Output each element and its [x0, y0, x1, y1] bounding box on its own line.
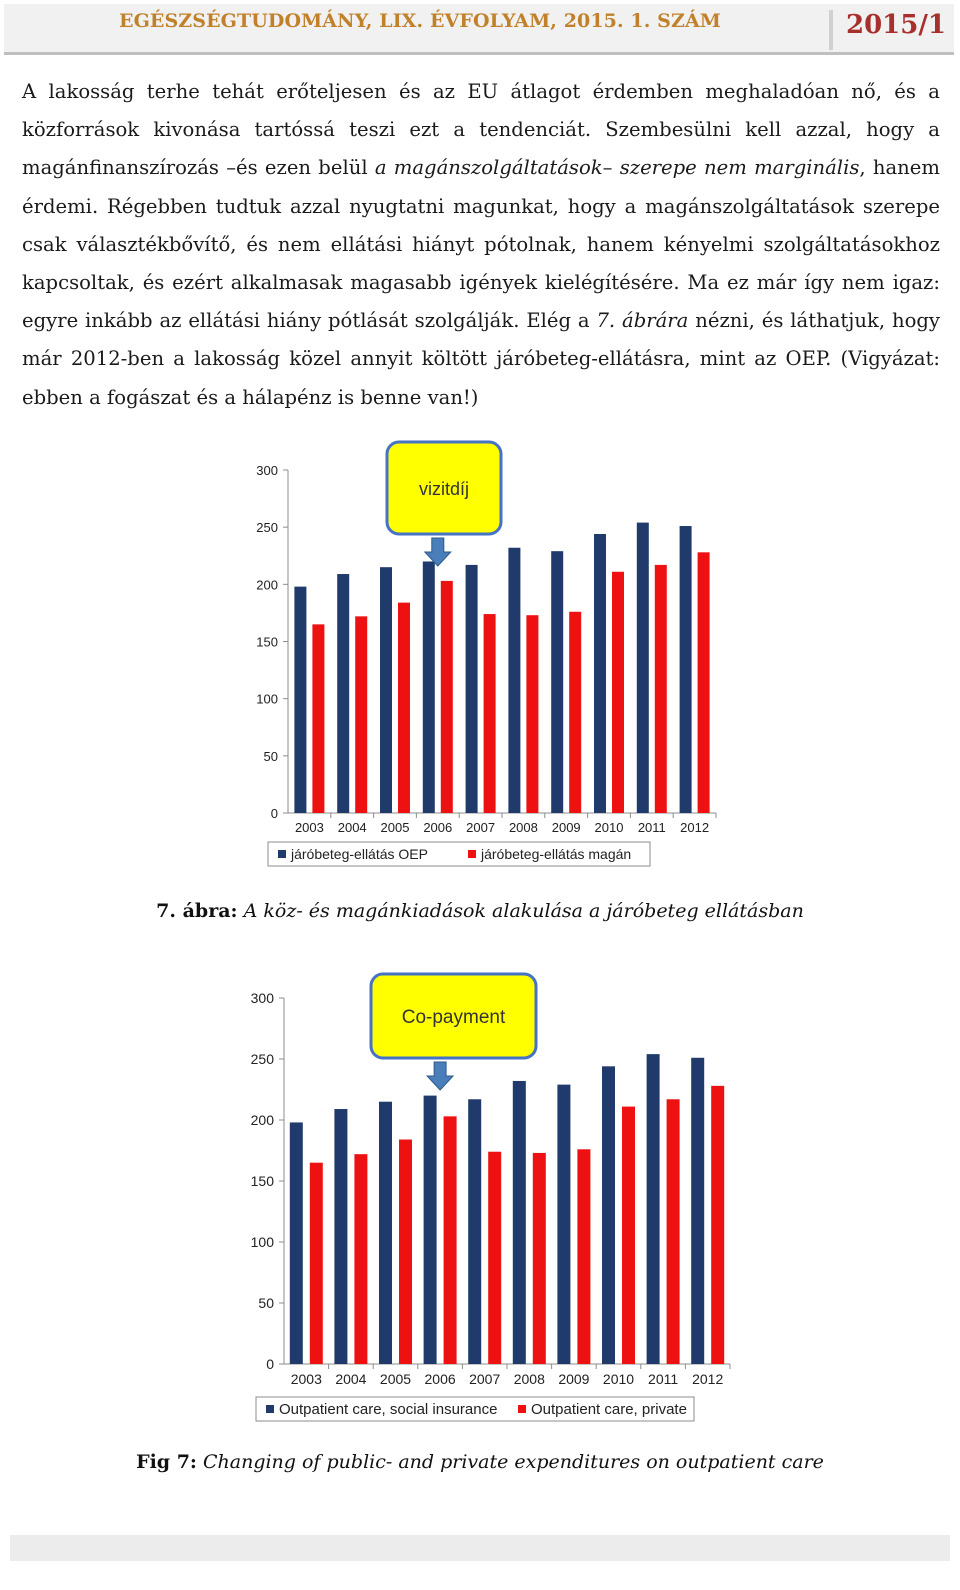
journal-title: EGÉSZSÉGTUDOMÁNY, LIX. ÉVFOLYAM, 2015. 1. SZÁM: [119, 10, 721, 32]
bar-private: [398, 603, 410, 813]
bar-private: [312, 624, 324, 813]
y-tick-label: 100: [256, 691, 278, 707]
annotation-label: Co-payment: [401, 1007, 506, 1028]
y-tick-label: 200: [256, 577, 278, 593]
legend-swatch: [278, 850, 286, 858]
bar-public: [602, 1066, 615, 1364]
y-tick-label: 300: [256, 463, 278, 478]
annotation-arrow-icon: [427, 1062, 453, 1090]
y-tick-label: 100: [250, 1234, 274, 1250]
x-tick-label: 2012: [680, 820, 710, 835]
y-tick-label: 0: [266, 1356, 274, 1372]
page-footer: [10, 1535, 950, 1561]
y-tick-label: 250: [256, 520, 278, 536]
x-tick-label: 2006: [424, 1371, 456, 1387]
bar-public: [379, 1102, 392, 1364]
y-tick-label: 50: [263, 748, 278, 764]
bar-public: [680, 526, 692, 813]
caption-label: 7. ábra:: [156, 900, 238, 922]
bar-private: [488, 1152, 501, 1364]
figure-chart-hungarian: [246, 430, 726, 885]
x-tick-label: 2008: [508, 820, 538, 835]
y-tick-label: 250: [250, 1051, 274, 1067]
legend-swatch: [266, 1405, 274, 1413]
bar-public: [466, 565, 478, 813]
y-tick-label: 150: [250, 1173, 274, 1189]
x-tick-label: 2004: [337, 820, 367, 835]
bar-public: [637, 523, 649, 813]
bar-private: [526, 615, 538, 813]
body-paragraph: [22, 73, 940, 417]
paragraph-part: , hanem érdemi. Régebben tudtuk azzal nyugtatni magunkat, hogy a magánszolgáltatások szerepe csak választékbővítő, és nem ellátási hiányt pótolnak, hanem kényelmi szolgáltatásokhoz kapcsoltak, és ezért alkalmasak magasabb igények kielégítésére. Ma ez már így nem igaz: egyre inkább az ellátási hiány pótlását szolgálják. Elég a: [22, 156, 940, 333]
bar-public: [691, 1058, 704, 1364]
x-tick-label: 2003: [294, 820, 324, 835]
legend-swatch: [518, 1405, 526, 1413]
bar-public: [380, 567, 392, 813]
bar-private: [399, 1140, 412, 1364]
bar-public: [468, 1099, 481, 1364]
caption-text: Changing of public- and private expenditures on outpatient care: [196, 1451, 824, 1473]
x-tick-label: 2003: [290, 1371, 322, 1387]
figure-caption-english: [0, 1451, 960, 1473]
bar-chart-english: [232, 965, 732, 1435]
bar-private: [484, 614, 496, 813]
annotation-label: vizitdíj: [418, 479, 470, 499]
bar-public: [334, 1109, 347, 1364]
paragraph-part: –és ezen belül: [226, 156, 375, 180]
x-tick-label: 2011: [648, 1371, 679, 1387]
bar-private: [577, 1149, 590, 1364]
paragraph-part: A lakosság terhe tehát erőteljesen és az EU átlagot érdemben meghaladóan nő, és a közforrások kivonása tartóssá teszi ezt a tendenciát. Szembesülni kell azzal, hogy a magánfinanszírozás: [22, 80, 940, 180]
x-tick-label: 2005: [380, 820, 410, 835]
bar-chart-hungarian: [246, 430, 726, 885]
x-tick-label: 2010: [602, 1371, 635, 1387]
x-tick-label: 2005: [379, 1371, 412, 1387]
bar-public: [424, 1096, 437, 1364]
y-tick-label: 50: [258, 1295, 274, 1311]
figure-caption-hungarian: [0, 900, 960, 922]
bar-public: [290, 1122, 303, 1364]
bar-private: [622, 1107, 635, 1364]
y-tick-label: 150: [256, 634, 278, 650]
legend-label: Outpatient care, private: [531, 1401, 687, 1418]
x-tick-label: 2007: [469, 1371, 501, 1387]
bar-private: [698, 552, 710, 813]
bar-public: [594, 534, 606, 813]
legend-label: járóbeteg-ellátás OEP: [291, 846, 428, 862]
bar-private: [533, 1153, 546, 1364]
bar-public: [551, 551, 563, 813]
bar-private: [441, 581, 453, 813]
caption-label: Fig 7:: [136, 1451, 197, 1473]
y-tick-label: 300: [250, 990, 274, 1006]
bar-private: [354, 1154, 367, 1364]
page-header: [4, 4, 954, 55]
bar-public: [513, 1081, 526, 1364]
x-tick-label: 2011: [637, 820, 666, 835]
paragraph-part: nézni, és láthatjuk, hogy már 2012-ben a lakosság közel annyit költött járóbeteg-ellátásra, mint az OEP. (Vigyázat: ebben a fogászat és a hálapénz is benne van!): [22, 309, 940, 409]
bar-public: [647, 1054, 660, 1364]
bar-private: [711, 1086, 724, 1364]
x-tick-label: 2012: [692, 1371, 724, 1387]
figure-reference: 7. ábrára: [596, 309, 689, 333]
y-tick-label: 200: [250, 1112, 274, 1128]
bar-private: [355, 616, 367, 813]
bar-private: [667, 1099, 680, 1364]
x-tick-label: 2009: [551, 820, 581, 835]
x-tick-label: 2010: [594, 820, 624, 835]
legend-label: Outpatient care, social insurance: [279, 1401, 498, 1418]
x-tick-label: 2007: [466, 820, 496, 835]
x-tick-label: 2009: [558, 1371, 590, 1387]
caption-text: A köz- és magánkiadások alakulása a járóbeteg ellátásban: [237, 900, 804, 922]
x-tick-label: 2004: [335, 1371, 367, 1387]
x-tick-label: 2006: [423, 820, 453, 835]
bar-private: [310, 1163, 323, 1364]
legend-swatch: [468, 850, 476, 858]
bar-private: [569, 612, 581, 813]
header-divider: [829, 10, 833, 50]
bar-public: [294, 587, 306, 813]
bar-private: [444, 1116, 457, 1364]
issue-number: 2015/1: [846, 10, 946, 40]
paragraph-emphasis: a magánszolgáltatások– szerepe nem marginális: [374, 156, 860, 180]
legend-label: járóbeteg-ellátás magán: [481, 846, 632, 862]
figure-chart-english: [232, 965, 732, 1435]
bar-private: [655, 565, 667, 813]
bar-public: [508, 548, 520, 813]
bar-public: [557, 1085, 570, 1364]
y-tick-label: 0: [270, 806, 278, 821]
x-tick-label: 2008: [513, 1371, 545, 1387]
bar-public: [337, 574, 349, 813]
bar-private: [612, 572, 624, 813]
bar-public: [423, 561, 435, 813]
